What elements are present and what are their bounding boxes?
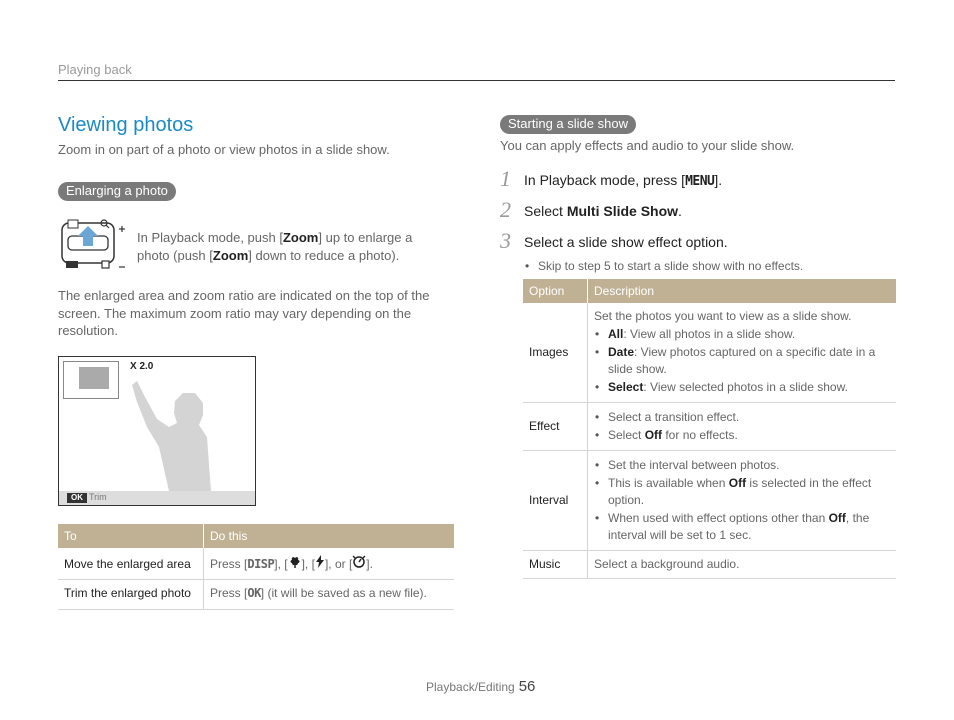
table-header-row xyxy=(523,279,896,303)
enlarge-tag: Enlarging a photo xyxy=(58,182,176,201)
footer-section: Playback/Editing xyxy=(426,680,515,694)
step-number: 3 xyxy=(500,228,511,253)
zoom-lever-icon xyxy=(58,216,128,272)
step-text: Select Multi Slide Show. xyxy=(524,203,682,219)
table-row xyxy=(523,551,896,579)
navigation-zoom-area xyxy=(79,367,109,389)
table-row xyxy=(58,580,454,610)
self-timer-icon xyxy=(352,557,366,571)
table-header-row xyxy=(58,524,454,548)
zoom-note: The enlarged area and zoom ratio are indicated on the top of the screen. The maximum zoom ratio may vary depending on the resolution. xyxy=(58,288,430,338)
table-row xyxy=(523,403,896,451)
table-row xyxy=(58,548,454,580)
zoom-ratio-label: X 2.0 xyxy=(130,361,154,372)
flash-icon xyxy=(315,557,325,571)
trim-label: Trim xyxy=(89,492,107,502)
step-number: 1 xyxy=(500,166,511,191)
column-header: Do this xyxy=(204,524,455,548)
zoom-key-label: Zoom xyxy=(212,247,249,263)
table-cell: • Set the interval between photos. • This is available when Off is selected in the effect option. • When used with effect options other than Off, the interval will be set to 1 sec. xyxy=(588,451,897,551)
ok-key-icon: OK xyxy=(247,586,261,600)
table-cell: Move the enlarged area xyxy=(58,548,204,580)
preview-status-bar xyxy=(59,491,255,505)
zoom-actions-table xyxy=(58,524,454,610)
slide-show-tag: Starting a slide show xyxy=(500,115,636,134)
page-title: Viewing photos xyxy=(58,114,194,136)
table-cell: Music xyxy=(523,551,588,579)
page-subtitle: Zoom in on part of a photo or view photos in a slide show. xyxy=(58,142,390,157)
zoom-preview-screen xyxy=(58,356,256,506)
table-cell: Select a background audio. xyxy=(588,551,897,579)
table-cell: Interval xyxy=(523,451,588,551)
disp-key-icon: DISP xyxy=(247,557,275,571)
table-cell: Images xyxy=(523,303,588,403)
table-row xyxy=(523,303,896,403)
table-cell: Trim the enlarged photo xyxy=(58,580,204,610)
column-header: Description xyxy=(588,279,897,303)
table-cell: Effect xyxy=(523,403,588,451)
table-row xyxy=(523,451,896,551)
page-number: 56 xyxy=(518,678,536,695)
column-header: To xyxy=(58,524,204,548)
step-text: In Playback mode, press [MENU]. xyxy=(524,172,723,189)
step-text: Select a slide show effect option. xyxy=(524,234,728,250)
table-cell: Press [OK] (it will be saved as a new file). xyxy=(204,580,455,610)
zoom-instruction: In Playback mode, push [Zoom] up to enlarge a photo (push [Zoom] down to reduce a photo). xyxy=(137,230,413,263)
step-number: 2 xyxy=(500,197,511,222)
ok-key-icon: OK xyxy=(67,493,87,503)
running-header: Playing back xyxy=(58,62,132,77)
zoom-key-label: Zoom xyxy=(282,230,319,245)
slide-show-intro: You can apply effects and audio to your slide show. xyxy=(500,138,795,153)
step-tip: • Skip to step 5 to start a slide show with no effects. xyxy=(524,258,803,274)
table-cell: • Select a transition effect. • Select Off for no effects. xyxy=(588,403,897,451)
column-header: Option xyxy=(523,279,588,303)
table-cell: Press [DISP], [ ], [ ], or [ ]. xyxy=(204,548,455,580)
navigation-frame xyxy=(63,361,119,399)
slide-show-options-table xyxy=(523,279,896,579)
page-footer xyxy=(426,678,535,695)
table-cell: Set the photos you want to view as a slide show. • All: View all photos in a slide show. • Date: View photos captured on a specific date in a slide show. • Select: View selected photos in a slide show. xyxy=(588,303,897,403)
header-rule xyxy=(58,80,895,81)
menu-key-icon: MENU xyxy=(685,174,715,189)
macro-flower-icon xyxy=(288,557,302,571)
